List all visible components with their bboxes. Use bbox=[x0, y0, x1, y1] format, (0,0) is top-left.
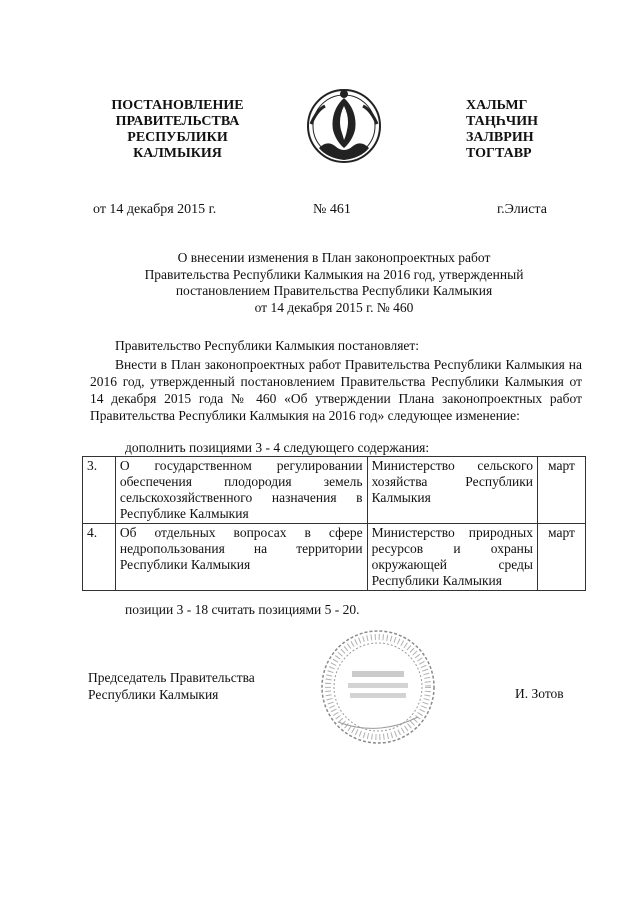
row-term: март bbox=[537, 524, 585, 591]
title-line: постановлением Правительства Республики Калмыкия bbox=[175, 283, 493, 298]
document-date: от 14 декабря 2015 г. bbox=[93, 202, 217, 217]
header-right-line: ЗАЛВРИН bbox=[466, 130, 534, 145]
signatory-title-line: Республики Калмыкия bbox=[88, 687, 219, 702]
add-positions-line: дополнить позициями 3 - 4 следующего содержания: bbox=[125, 440, 430, 455]
header-left-line: ПРАВИТЕЛЬСТВА bbox=[115, 114, 240, 129]
header-right-line: ТАҢҺЧИН bbox=[466, 114, 538, 129]
kalmykia-emblem-icon bbox=[305, 84, 383, 168]
row-term: март bbox=[537, 457, 585, 524]
row-number: 3. bbox=[83, 457, 116, 524]
official-seal-stamp-icon bbox=[318, 627, 438, 747]
table-row bbox=[83, 457, 586, 524]
header-right-line: ТОГТАВР bbox=[466, 146, 532, 161]
signatory-title-line: Председатель Правительства bbox=[88, 670, 255, 685]
row-name: О государственном регулировании обеспечения плодородия земель сельскохозяйственного назначения в Республике Калмыкия bbox=[115, 457, 367, 524]
row-organization: Министерство сельского хозяйства Республики Калмыкия bbox=[367, 457, 537, 524]
table-row bbox=[83, 524, 586, 591]
plan-table bbox=[82, 456, 586, 591]
document-city: г.Элиста bbox=[497, 202, 547, 217]
document-number: № 461 bbox=[313, 202, 351, 217]
row-name: Об отдельных вопросах в сфере недропользования на территории Республики Калмыкия bbox=[115, 524, 367, 591]
signatory-title bbox=[88, 669, 255, 703]
title-line: О внесении изменения в План законопроектных работ bbox=[177, 250, 491, 265]
signatory-name: И. Зотов bbox=[515, 686, 564, 701]
row-number: 4. bbox=[83, 524, 116, 591]
header-left-title bbox=[95, 98, 260, 162]
row-organization: Министерство природных ресурсов и охраны окружающей среды Республики Калмыкия bbox=[367, 524, 537, 591]
document-title bbox=[90, 250, 578, 316]
header-right-line: ХАЛЬМГ bbox=[466, 98, 528, 113]
header-left-line: КАЛМЫКИЯ bbox=[133, 146, 222, 161]
title-line: от 14 декабря 2015 г. № 460 bbox=[254, 299, 414, 315]
intro-text: Правительство Республики Калмыкия постановляет: bbox=[115, 338, 420, 353]
header-left-line: РЕСПУБЛИКИ bbox=[127, 130, 228, 145]
header-right-title bbox=[466, 98, 576, 162]
renumber-line: позиции 3 - 18 считать позициями 5 - 20. bbox=[125, 602, 360, 617]
title-line: Правительства Республики Калмыкия на 2016 год, утвержденный bbox=[144, 266, 524, 282]
header-left-line: ПОСТАНОВЛЕНИЕ bbox=[111, 98, 244, 113]
main-paragraph: Внести в План законопроектных работ Правительства Республики Калмыкия на 2016 год, утвержденный постановлением Правительства Республики Калмыкия от 14 декабря 2015 года № 460 «Об утверждении Плана законопроектных работ Правительства Республики Калмыкия на 2016 год» следующее изменение: bbox=[90, 357, 582, 423]
